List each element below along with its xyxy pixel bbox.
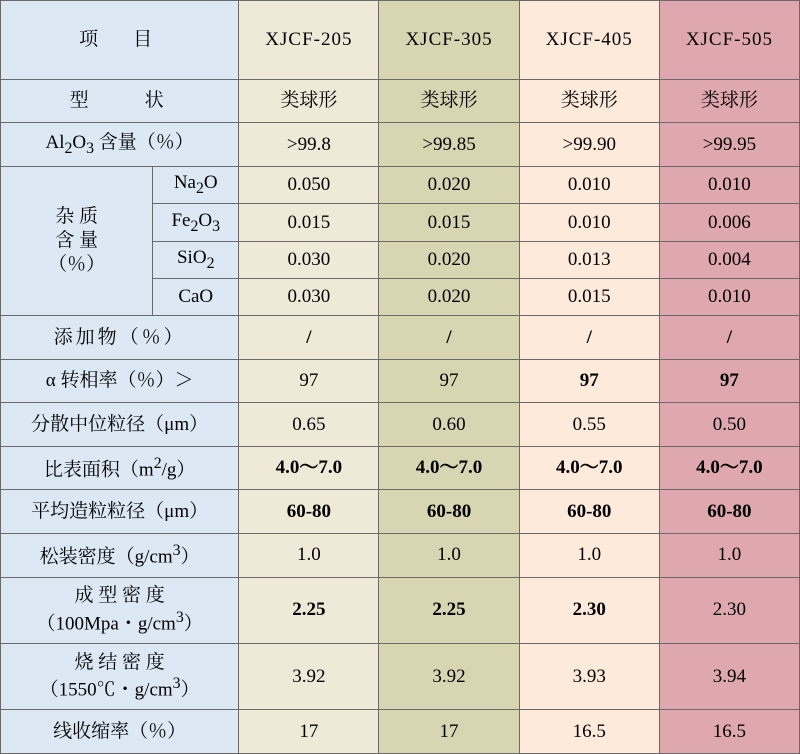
cell-fe2o3-1: 0.015 [239,204,379,241]
sub-label-sio2: SiO$_2$ [153,241,239,278]
header-product-3: XJCF-405 [519,1,659,80]
cell-alpha-3: 97 [519,359,659,403]
row-label-shape: 型 状 [1,79,239,123]
cell-cao-3: 0.015 [519,278,659,315]
table-row-additive [1,316,800,360]
row-label-sintered-density: 烧 结 密 度 （1550℃・$g/cm^3$） [1,643,239,709]
cell-sio2-1: 0.030 [239,241,379,278]
header-product-4: XJCF-505 [659,1,799,80]
row-label-median-particle-size: 分散中位粒径（μm） [1,403,239,447]
cell-cao-1: 0.030 [239,278,379,315]
table-row-alpha-conversion [1,359,800,403]
cell-bulk-2: 1.0 [379,533,519,577]
cell-bulk-1: 1.0 [239,533,379,577]
table-header-row [1,1,800,80]
cell-shrinkage-1: 17 [239,710,379,754]
header-product-1: XJCF-205 [239,1,379,80]
cell-shape-2: 类球形 [379,79,519,123]
cell-granule-3: 60-80 [519,490,659,534]
cell-median-2: 0.60 [379,403,519,447]
table-row-shape [1,79,800,123]
cell-na2o-1: 0.050 [239,166,379,203]
row-label-al2o3: $Al_2O_3$ 含量（％） [1,123,239,167]
table-row-forming-density [1,577,800,643]
sub-label-na2o: $Na_2O$ [153,166,239,203]
sub-label-cao: CaO [153,278,239,315]
cell-al2o3-4: >99.95 [659,123,799,167]
cell-median-1: 0.65 [239,403,379,447]
cell-cao-2: 0.020 [379,278,519,315]
cell-shape-3: 类球形 [519,79,659,123]
row-label-specific-surface-area: 比表面积$(m^2/g)$ [1,446,239,490]
table-row-specific-surface-area [1,446,800,490]
cell-na2o-2: 0.020 [379,166,519,203]
row-label-bulk-density: 松装密度$(g/cm^3)$ [1,533,239,577]
cell-ssa-1: 4.0～7.0 [239,446,379,490]
cell-fe2o3-4: 0.006 [659,204,799,241]
cell-sintered-3: 3.93 [519,643,659,709]
cell-additive-1: / [239,316,379,360]
cell-sio2-3: 0.013 [519,241,659,278]
header-item-label: 项 目 [1,1,239,80]
cell-na2o-3: 0.010 [519,166,659,203]
cell-alpha-1: 97 [239,359,379,403]
cell-shape-1: 类球形 [239,79,379,123]
cell-sintered-1: 3.92 [239,643,379,709]
header-product-2: XJCF-305 [379,1,519,80]
cell-forming-3: 2.30 [519,577,659,643]
table-row-granule-size [1,490,800,534]
sub-label-fe2o3: $Fe_2O_3$ [153,204,239,241]
cell-median-4: 0.50 [659,403,799,447]
cell-cao-4: 0.010 [659,278,799,315]
table-row-al2o3 [1,123,800,167]
cell-sio2-2: 0.020 [379,241,519,278]
cell-ssa-4: 4.0～7.0 [659,446,799,490]
cell-ssa-3: 4.0～7.0 [519,446,659,490]
cell-fe2o3-2: 0.015 [379,204,519,241]
cell-al2o3-1: >99.8 [239,123,379,167]
cell-shrinkage-3: 16.5 [519,710,659,754]
table-row-sintered-density [1,643,800,709]
cell-sintered-2: 3.92 [379,643,519,709]
cell-alpha-2: 97 [379,359,519,403]
table-row-linear-shrinkage [1,710,800,754]
cell-bulk-4: 1.0 [659,533,799,577]
cell-forming-4: 2.30 [659,577,799,643]
cell-granule-2: 60-80 [379,490,519,534]
cell-additive-2: / [379,316,519,360]
cell-sintered-4: 3.94 [659,643,799,709]
cell-alpha-4: 97 [659,359,799,403]
cell-shrinkage-2: 17 [379,710,519,754]
row-label-additive: 添加物（％） [1,316,239,360]
row-label-impurity-group: 杂 质 含 量 （％） [1,166,153,315]
cell-shape-4: 类球形 [659,79,799,123]
table-row-median-particle-size [1,403,800,447]
cell-forming-2: 2.25 [379,577,519,643]
row-label-forming-density: 成 型 密 度 （100Mpa・$g/cm^3$） [1,577,239,643]
cell-fe2o3-3: 0.010 [519,204,659,241]
cell-sio2-4: 0.004 [659,241,799,278]
row-label-granule-size: 平均造粒粒径（μm） [1,490,239,534]
cell-median-3: 0.55 [519,403,659,447]
cell-additive-3: / [519,316,659,360]
cell-ssa-2: 4.0～7.0 [379,446,519,490]
cell-forming-1: 2.25 [239,577,379,643]
row-label-linear-shrinkage: 线收缩率（％） [1,710,239,754]
cell-al2o3-2: >99.85 [379,123,519,167]
table-row-impurity-na2o [1,166,800,203]
table-row-bulk-density [1,533,800,577]
row-label-alpha-conversion: α 转相率（％）＞ [1,359,239,403]
cell-bulk-3: 1.0 [519,533,659,577]
cell-additive-4: / [659,316,799,360]
cell-granule-1: 60-80 [239,490,379,534]
cell-granule-4: 60-80 [659,490,799,534]
cell-al2o3-3: >99.90 [519,123,659,167]
cell-shrinkage-4: 16.5 [659,710,799,754]
cell-na2o-4: 0.010 [659,166,799,203]
